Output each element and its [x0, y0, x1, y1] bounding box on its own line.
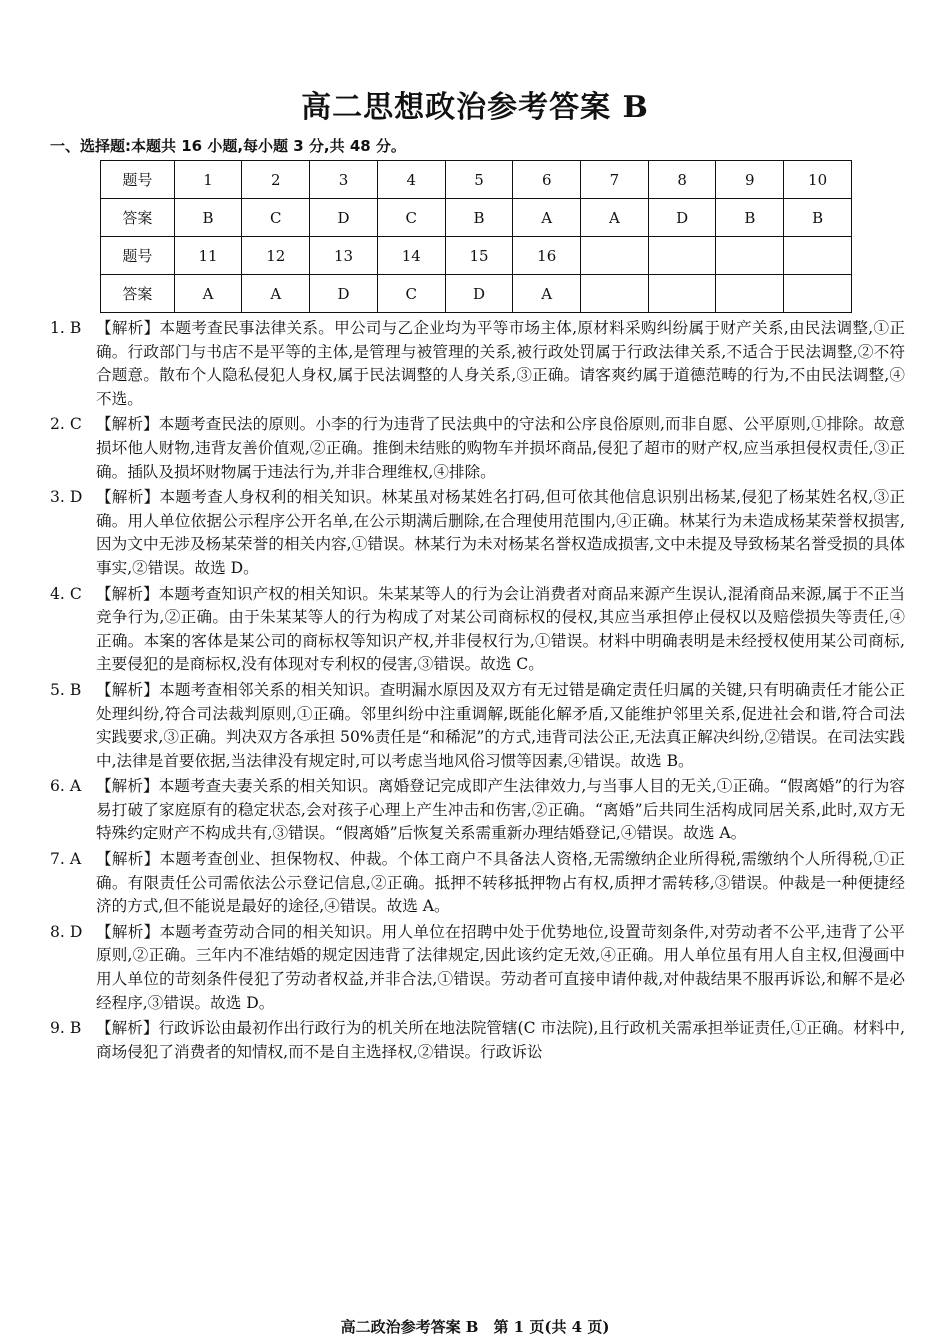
row-header-cell: 答案: [101, 199, 175, 237]
table-cell: 5: [445, 161, 513, 199]
page-title: 高二思想政治参考答案 B: [301, 90, 649, 125]
table-cell: 10: [784, 161, 852, 199]
table-cell: [784, 237, 852, 275]
table-cell: B: [445, 199, 513, 237]
row-header-cell: 题号: [101, 237, 175, 275]
list-item: [50, 317, 905, 411]
table-cell: D: [310, 275, 378, 313]
table-cell: C: [377, 199, 445, 237]
table-cell: C: [242, 199, 310, 237]
list-item: [50, 775, 905, 846]
explanations: [50, 317, 905, 1066]
table-cell: D: [445, 275, 513, 313]
list-item: [50, 486, 905, 580]
answer-table: [100, 160, 852, 313]
table-cell: B: [784, 199, 852, 237]
page-footer: 高二政治参考答案 B 第 1 页(共 4 页): [340, 1318, 610, 1336]
table-cell: A: [513, 275, 581, 313]
item-number: 8. D: [50, 922, 83, 941]
table-row: [101, 275, 852, 313]
item-text: 【解析】本题考查知识产权的相关知识。朱某某等人的行为会让消费者对商品来源产生误认,混淆商品来源,属于不正当竞争行为,②正确。由于朱某某等人的行为构成了对某公司商标权的侵权,其应当承担停止侵权以及赔偿损失等责任,④正确。本案的客体是某公司的商标权等知识产权,并非侵权行为,①错误。材料中明确表明是未经授权使用某公司商标,主要侵犯的是商标权,没有体现对专利权的侵害,③错误。故选 C。: [96, 584, 905, 674]
table-cell: [581, 275, 649, 313]
table-cell: 3: [310, 161, 378, 199]
item-text: 【解析】行政诉讼由最初作出行政行为的机关所在地法院管辖(C 市法院),且行政机关需承担举证责任,①正确。材料中,商场侵犯了消费者的知情权,而不是自主选择权,②错误。行政诉讼: [96, 1019, 905, 1061]
item-text: 【解析】本题考查相邻关系的相关知识。查明漏水原因及双方有无过错是确定责任归属的关键,只有明确责任才能公正处理纠纷,符合司法裁判原则,①正确。邻里纠纷中注重调解,既能化解矛盾,又能维护邻里关系,促进社会和谐,符合司法实践要求,③正确。判决双方各承担 50%责任是“和稀泥”的方式,违背司法公正,无法真正解决纠纷,②错误。在司法实践中,法律是首要依据,当法律没有规定时,可以考虑当地风俗习惯等因素,④错误。故选 B。: [96, 680, 905, 770]
table-cell: 11: [174, 237, 242, 275]
row-header-cell: 题号: [101, 161, 175, 199]
table-cell: A: [242, 275, 310, 313]
item-text: 【解析】本题考查夫妻关系的相关知识。离婚登记完成即产生法律效力,与当事人目的无关,①正确。“假离婚”的行为容易打破了家庭原有的稳定状态,会对孩子心理上产生冲击和伤害,②正确。“离婚”后共同生活构成同居关系,此时,双方无特殊约定财产不构成共有,③错误。“假离婚”后恢复关系需重新办理结婚登记,④错误。故选 A。: [96, 777, 905, 843]
table-cell: 8: [648, 161, 716, 199]
table-cell: 15: [445, 237, 513, 275]
table-cell: 1: [174, 161, 242, 199]
table-cell: B: [174, 199, 242, 237]
row-header-cell: 答案: [101, 275, 175, 313]
table-cell: A: [513, 199, 581, 237]
table-cell: 4: [377, 161, 445, 199]
item-number: 9. B: [50, 1019, 82, 1038]
table-cell: 16: [513, 237, 581, 275]
table-cell: B: [716, 199, 784, 237]
item-number: 5. B: [50, 680, 82, 699]
table-row: [101, 161, 852, 199]
item-text: 【解析】本题考查人身权利的相关知识。林某虽对杨某姓名打码,但可依其他信息识别出杨某,侵犯了杨某姓名权,③正确。用人单位依据公示程序公开名单,在公示期满后删除,在合理使用范围内,④正确。林某行为未造成杨某荣誉权损害,因为文中无涉及杨某荣誉的相关内容,①错误。林某行为未对杨某名誉权造成损害,文中未提及导致杨某名誉受损的具体事实,②错误。故选 D。: [96, 488, 905, 577]
table-cell: [581, 237, 649, 275]
table-cell: 13: [310, 237, 378, 275]
item-number: 2. C: [50, 415, 82, 434]
item-text: 【解析】本题考查民法的原则。小李的行为违背了民法典中的守法和公序良俗原则,而非自愿、公平原则,①排除。故意损坏他人财物,违背友善价值观,②正确。推倒未结账的购物车并损坏商品,侵犯了超市的财产权,应当承担侵权责任,③正确。插队及损坏财物属于违法行为,并非合理维权,④排除。: [96, 415, 905, 481]
table-row: [101, 199, 852, 237]
section-heading: 一、选择题:本题共 16 小题,每小题 3 分,共 48 分。: [50, 137, 406, 155]
table-cell: [648, 275, 716, 313]
item-text: 【解析】本题考查民事法律关系。甲公司与乙企业均为平等市场主体,原材料采购纠纷属于财产关系,由民法调整,①正确。行政部门与书店不是平等的主体,是管理与被管理的关系,被行政处罚属于行政法律关系,不适合于民法调整,②不符合题意。散布个人隐私侵犯人身权,属于民法调整的人身关系,③正确。请客爽约属于道德范畴的行为,不由民法调整,④不选。: [96, 319, 905, 408]
item-number: 1. B: [50, 319, 82, 337]
table-cell: 12: [242, 237, 310, 275]
list-item: [50, 848, 905, 919]
list-item: [50, 1017, 905, 1064]
list-item: [50, 583, 905, 677]
item-text: 【解析】本题考查劳动合同的相关知识。用人单位在招聘中处于优势地位,设置苛刻条件,对劳动者不公平,违背了公平原则,②正确。三年内不准结婚的规定因违背了法律规定,因此该约定无效,④正确。用人单位虽有用人自主权,但漫画中用人单位的苛刻条件侵犯了劳动者权益,并非合法,①错误。劳动者可直接申请仲裁,对仲裁结果不服再诉讼,和解不是必经程序,③错误。故选 D。: [96, 922, 905, 1012]
table-cell: A: [581, 199, 649, 237]
table-cell: [784, 275, 852, 313]
table-cell: [648, 237, 716, 275]
table-cell: D: [648, 199, 716, 237]
table-cell: 7: [581, 161, 649, 199]
table-cell: C: [377, 275, 445, 313]
table-cell: D: [310, 199, 378, 237]
table-row: [101, 237, 852, 275]
table-cell: 14: [377, 237, 445, 275]
item-number: 4. C: [50, 584, 82, 603]
list-item: [50, 921, 905, 1015]
item-number: 6. A: [50, 777, 82, 796]
table-cell: 9: [716, 161, 784, 199]
item-number: 7. A: [50, 850, 82, 869]
table-cell: [716, 237, 784, 275]
table-cell: [716, 275, 784, 313]
table-cell: 6: [513, 161, 581, 199]
list-item: [50, 679, 905, 773]
table-cell: 2: [242, 161, 310, 199]
table-cell: A: [174, 275, 242, 313]
item-text: 【解析】本题考查创业、担保物权、仲裁。个体工商户不具备法人资格,无需缴纳企业所得税,需缴纳个人所得税,①正确。有限责任公司需依法公示登记信息,②正确。抵押不转移抵押物占有权,质押才需转移,③错误。仲裁是一种便捷经济的方式,但不能说是最好的途径,④错误。故选 A。: [96, 850, 905, 916]
list-item: [50, 413, 905, 484]
item-number: 3. D: [50, 488, 83, 507]
